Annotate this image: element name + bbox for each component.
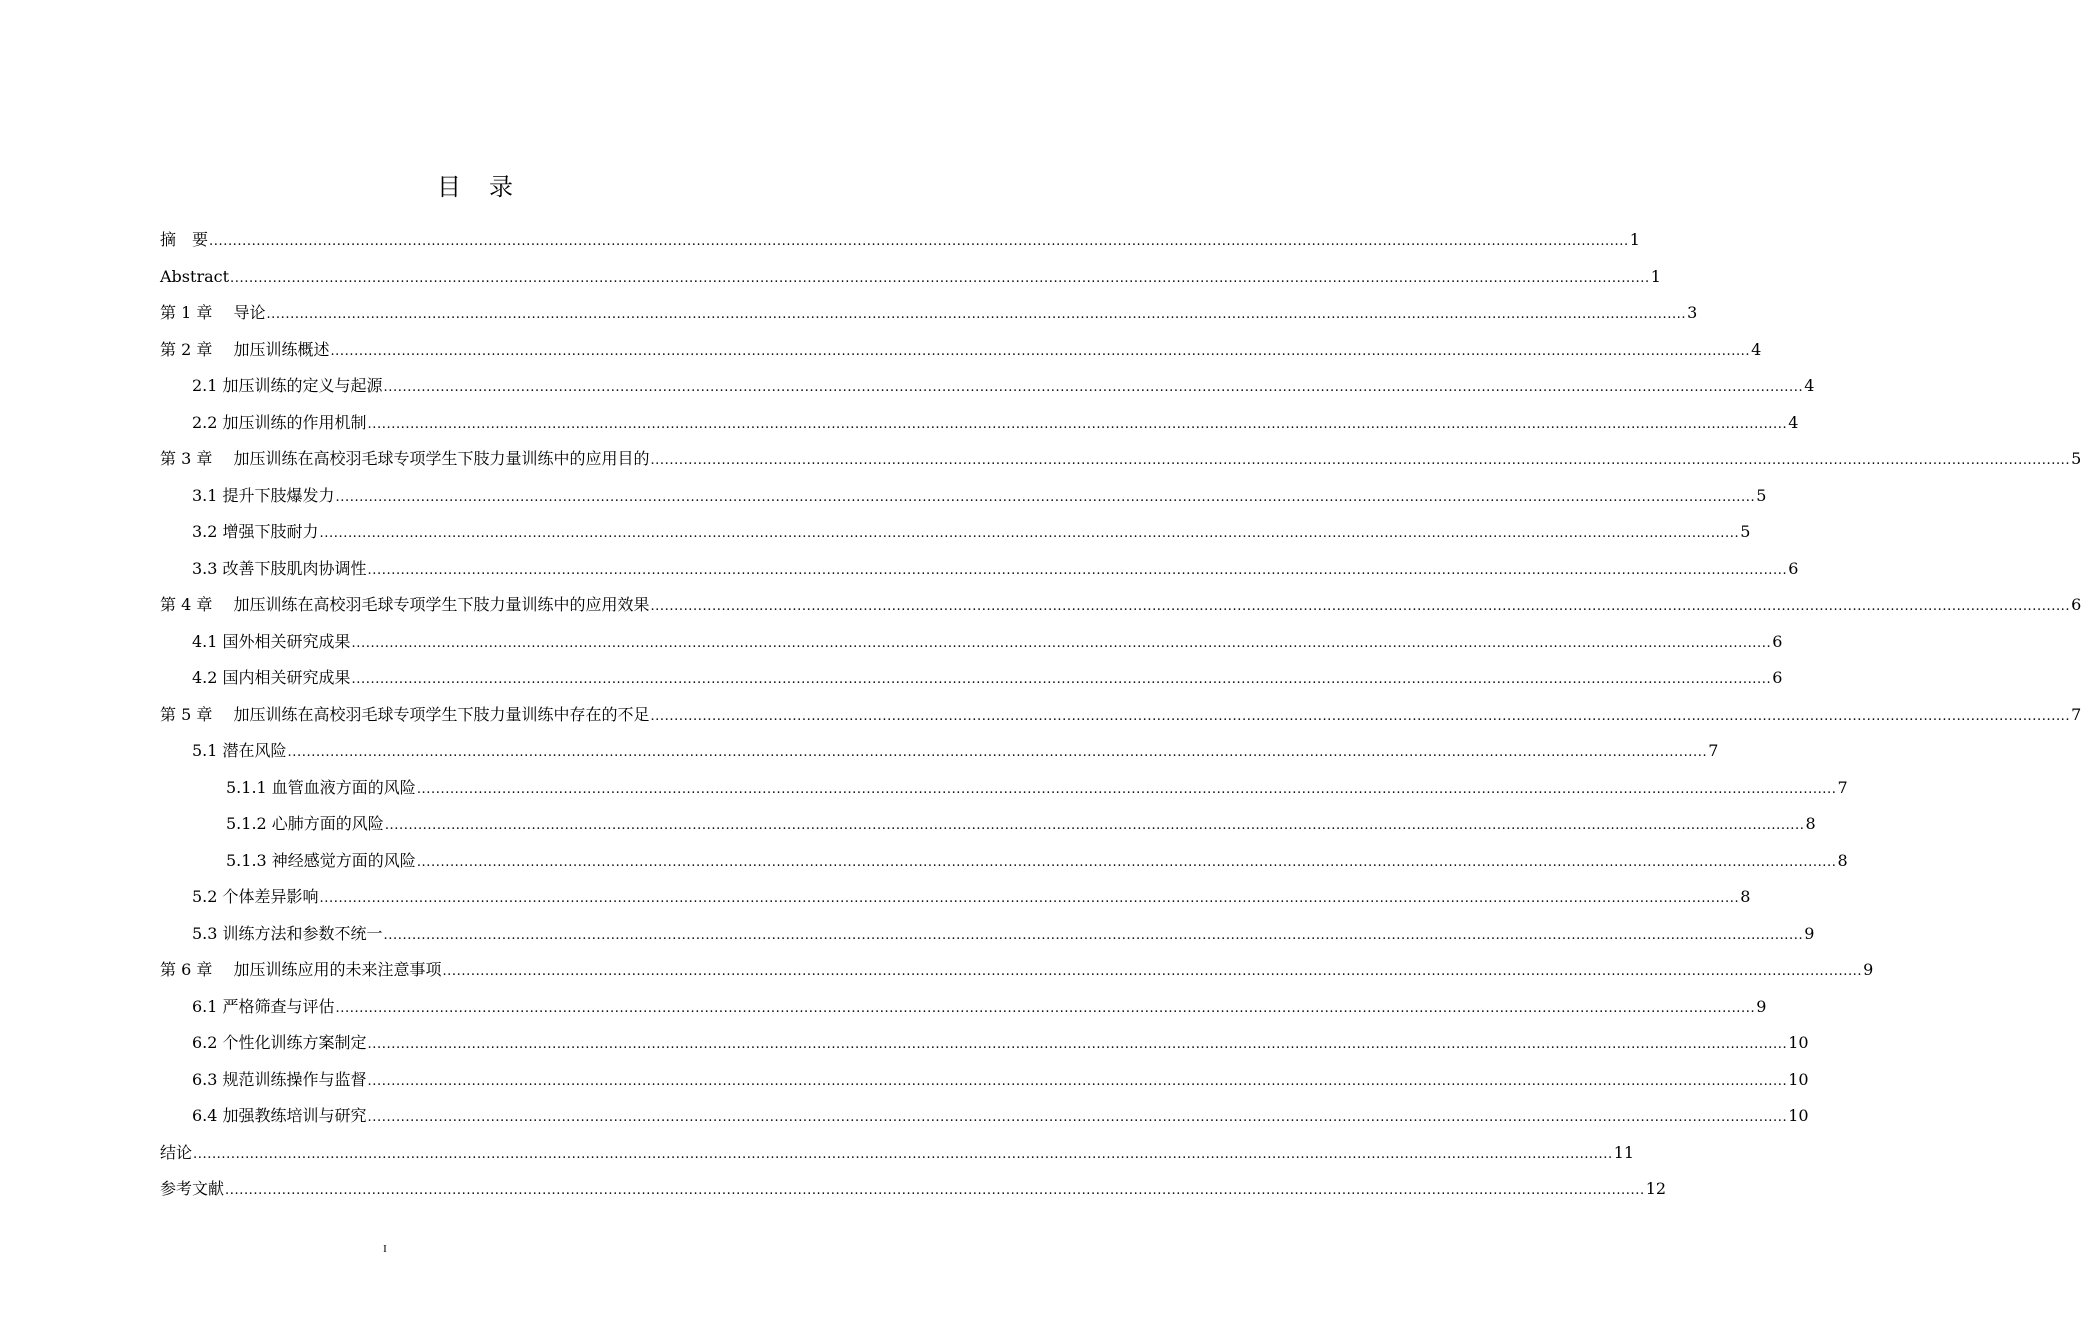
toc-entry-page: 10	[1788, 1033, 1809, 1052]
toc-entry[interactable]	[160, 733, 1719, 770]
toc-entry[interactable]	[160, 222, 1640, 259]
toc-entry-page: 9	[1756, 996, 1767, 1016]
toc-entry-page: 9	[1804, 923, 1815, 943]
toc-entry[interactable]	[160, 587, 2081, 624]
toc-dot-leader: ............................................................................................................................................................................................................................................................................................................	[335, 1000, 1756, 1016]
toc-dot-leader: ............................................................................................................................................................................................................................................................................................................	[319, 891, 1740, 906]
toc-entry[interactable]	[160, 624, 1783, 661]
toc-entry[interactable]	[160, 405, 1799, 442]
toc-entry-page: 5	[2071, 449, 2081, 468]
toc-entry[interactable]	[160, 332, 1762, 369]
toc-dot-leader: ............................................................................................................................................................................................................................................................................................................	[650, 708, 2071, 724]
toc-entry-page: 4	[1804, 376, 1815, 395]
toc-entry-page: 6	[1772, 631, 1783, 651]
toc-entry-label: 6.4 加强教练培训与研究	[192, 1106, 367, 1125]
toc-dot-leader: ............................................................................................................................................................................................................................................................................................................	[230, 270, 1650, 286]
toc-entry-label: 6.2 个性化训练方案制定	[192, 1033, 367, 1052]
footer-page-number: I	[383, 1243, 387, 1255]
toc-entry-page: 8	[1837, 850, 1848, 870]
page-footer	[0, 1243, 770, 1255]
toc-entry[interactable]	[160, 259, 1661, 296]
toc-entry-page: 7	[1837, 777, 1848, 797]
toc-entry-label: 参考文献	[160, 1179, 225, 1198]
toc-entry-page: 11	[1613, 1142, 1635, 1162]
toc-entry[interactable]	[160, 478, 1767, 515]
toc-entry-label: 5.1.2 心肺方面的风险	[226, 814, 384, 833]
toc-entry-label: 3.2 增强下肢耐力	[192, 522, 319, 541]
toc-entry[interactable]	[160, 514, 1751, 551]
toc-entry-label: 2.1 加压训练的定义与起源	[192, 376, 383, 395]
toc-dot-leader: ............................................................................................................................................................................................................................................................................................................	[193, 1146, 1613, 1162]
toc-dot-leader: ............................................................................................................................................................................................................................................................................................................	[416, 854, 1837, 870]
toc-dot-leader: ............................................................................................................................................................................................................................................................................................................	[367, 1037, 1788, 1052]
toc-dot-leader: ............................................................................................................................................................................................................................................................................................................	[367, 1073, 1788, 1089]
toc-dot-leader: ............................................................................................................................................................................................................................................................................................................	[383, 927, 1804, 943]
toc-entry[interactable]	[160, 697, 2081, 734]
toc-entry-label: 5.1 潜在风险	[192, 741, 287, 760]
toc-entry-label: 5.2 个体差异影响	[192, 887, 319, 906]
toc-entry[interactable]	[160, 368, 1815, 405]
toc-entry[interactable]	[160, 295, 1698, 332]
toc-entry-label: 5.1.1 血管血液方面的风险	[226, 777, 416, 797]
toc-entry-label: 3.3 改善下肢肌肉协调性	[192, 558, 367, 578]
toc-entry[interactable]	[160, 843, 1848, 880]
page-title	[0, 167, 950, 202]
toc-dot-leader: ............................................................................................................................................................................................................................................................................................................	[650, 599, 2071, 614]
toc-entry[interactable]	[160, 952, 1874, 989]
toc-entry[interactable]	[160, 989, 1767, 1026]
toc-entry-page: 6	[1788, 558, 1799, 578]
toc-dot-leader: ............................................................................................................................................................................................................................................................................................................	[266, 307, 1687, 322]
toc-entry[interactable]	[160, 660, 1783, 697]
toc-dot-leader: ............................................................................................................................................................................................................................................................................................................	[650, 453, 2071, 468]
toc-entry-page: 10	[1788, 1069, 1809, 1089]
toc-dot-leader: ............................................................................................................................................................................................................................................................................................................	[351, 672, 1772, 687]
toc-entry-page: 8	[1740, 887, 1751, 906]
toc-entry[interactable]	[160, 916, 1815, 953]
toc-entry-page: 5	[1740, 522, 1751, 541]
toc-entry-label: 摘 要	[160, 230, 209, 249]
toc-entry-label: 5.3 训练方法和参数不统一	[192, 923, 383, 943]
toc-entry-label: 第 3 章 加压训练在高校羽毛球专项学生下肢力量训练中的应用目的	[160, 449, 650, 468]
toc-dot-leader: ............................................................................................................................................................................................................................................................................................................	[287, 745, 1708, 760]
toc-entry-page: 9	[1863, 960, 1874, 979]
toc-entry-label: 第 4 章 加压训练在高校羽毛球专项学生下肢力量训练中的应用效果	[160, 595, 650, 614]
toc-dot-leader: ............................................................................................................................................................................................................................................................................................................	[225, 1183, 1645, 1198]
toc-entry-page: 1	[1650, 266, 1661, 286]
toc-entry-label: 3.1 提升下肢爆发力	[192, 485, 335, 505]
toc-entry-page: 5	[1756, 485, 1767, 505]
toc-entry-page: 7	[1708, 741, 1719, 760]
toc-entry-page: 4	[1788, 412, 1799, 432]
toc-dot-leader: ............................................................................................................................................................................................................................................................................................................	[383, 380, 1804, 395]
toc-entry-page: 8	[1805, 814, 1816, 833]
toc-entry-page: 3	[1687, 303, 1698, 322]
toc-entry[interactable]	[160, 879, 1751, 916]
toc-entry-page: 1	[1629, 230, 1640, 249]
toc-entry[interactable]	[160, 1135, 1635, 1172]
toc-dot-leader: ............................................................................................................................................................................................................................................................................................................	[330, 343, 1751, 359]
toc-dot-leader: ............................................................................................................................................................................................................................................................................................................	[384, 818, 1805, 833]
toc-entry-page: 12	[1645, 1179, 1667, 1198]
toc-entry-label: 第 5 章 加压训练在高校羽毛球专项学生下肢力量训练中存在的不足	[160, 704, 650, 724]
table-of-contents	[160, 222, 2081, 1208]
toc-entry-page: 6	[2071, 595, 2081, 614]
toc-entry-label: 4.1 国外相关研究成果	[192, 631, 351, 651]
toc-dot-leader: ............................................................................................................................................................................................................................................................................................................	[209, 234, 1629, 249]
toc-entry[interactable]	[160, 551, 1799, 588]
toc-entry[interactable]	[160, 1062, 1809, 1099]
toc-entry-page: 7	[2071, 704, 2081, 724]
toc-entry-page: 6	[1772, 668, 1783, 687]
toc-entry[interactable]	[160, 1171, 1667, 1208]
toc-entry-label: 6.1 严格筛查与评估	[192, 996, 335, 1016]
toc-entry-label: 第 2 章 加压训练概述	[160, 339, 330, 359]
toc-dot-leader: ............................................................................................................................................................................................................................................................................................................	[367, 1110, 1788, 1125]
toc-entry-label: 6.3 规范训练操作与监督	[192, 1069, 367, 1089]
toc-dot-leader: ............................................................................................................................................................................................................................................................................................................	[416, 781, 1837, 797]
toc-dot-leader: ............................................................................................................................................................................................................................................................................................................	[367, 562, 1788, 578]
toc-entry[interactable]	[160, 806, 1816, 843]
toc-entry-label: 2.2 加压训练的作用机制	[192, 412, 367, 432]
toc-entry[interactable]	[160, 1098, 1809, 1135]
toc-dot-leader: ............................................................................................................................................................................................................................................................................................................	[319, 526, 1740, 541]
toc-entry-label: 第 6 章 加压训练应用的未来注意事项	[160, 960, 442, 979]
toc-dot-leader: ............................................................................................................................................................................................................................................................................................................	[442, 964, 1863, 979]
toc-entry[interactable]	[160, 441, 2081, 478]
toc-entry-page: 4	[1751, 339, 1762, 359]
toc-entry-label: Abstract	[160, 266, 230, 286]
toc-entry-label: 结论	[160, 1142, 193, 1162]
title-char-1: 目	[437, 173, 461, 201]
toc-entry-label: 第 1 章 导论	[160, 303, 266, 322]
toc-dot-leader: ............................................................................................................................................................................................................................................................................................................	[367, 416, 1788, 432]
toc-entry-page: 10	[1788, 1106, 1809, 1125]
toc-entry[interactable]	[160, 1025, 1809, 1062]
toc-dot-leader: ............................................................................................................................................................................................................................................................................................................	[351, 635, 1772, 651]
toc-entry[interactable]	[160, 770, 1848, 807]
toc-entry-label: 4.2 国内相关研究成果	[192, 668, 351, 687]
title-char-2: 录	[489, 173, 513, 201]
toc-entry-label: 5.1.3 神经感觉方面的风险	[226, 850, 416, 870]
toc-dot-leader: ............................................................................................................................................................................................................................................................................................................	[335, 489, 1756, 505]
